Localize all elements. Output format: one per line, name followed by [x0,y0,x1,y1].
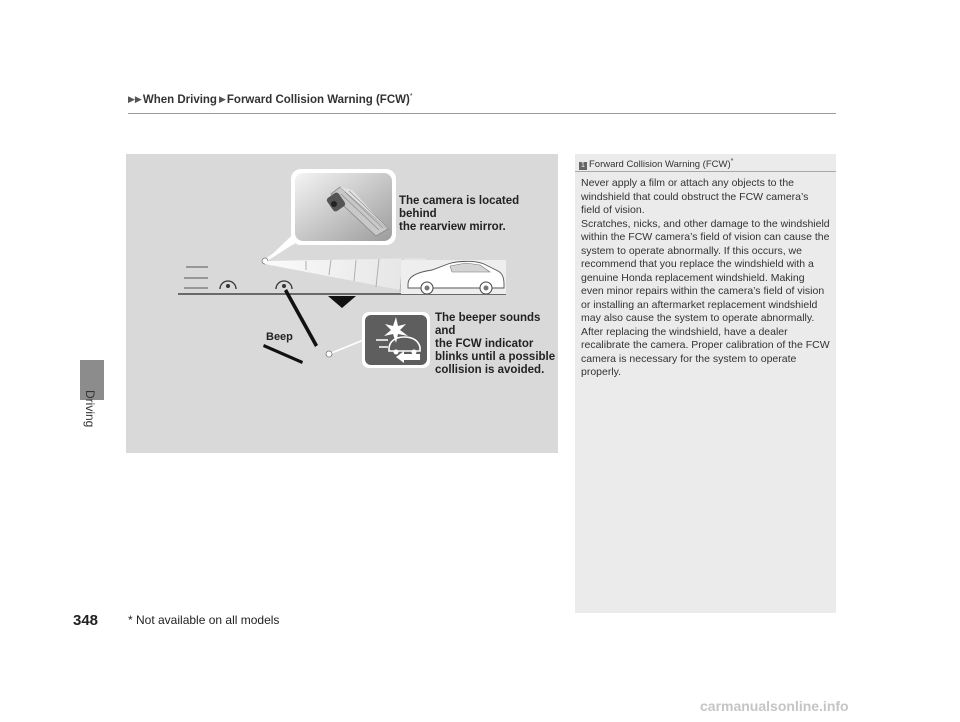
beeper-callout-line: collision is avoided. [435,364,545,376]
camera-callout-line: the rearview mirror. [399,221,506,233]
sidebar-note-line: properly. [581,366,622,378]
sidebar-note-line: camera is necessary for the system to operate [581,352,797,365]
asterisk-mark: * [409,93,413,100]
camera-callout [399,195,559,234]
section-tab [85,390,109,440]
indicator-leader [329,339,366,354]
arrow-down-icon [328,296,356,308]
breadcrumb-item-when-driving[interactable]: When Driving [142,93,217,106]
sidebar-note-line: may also cause the system to operate abnormally. [581,312,815,324]
fcw-indicator-icon [362,312,430,368]
beep-sound-icon [263,289,318,364]
sidebar-note-line: even minor repairs within the camera’s field of vision [581,285,825,297]
sidebar-note-line: within the FCW camera’s field of vision can cause the [581,231,830,243]
footnote: * Not available on all models [128,613,280,627]
sidebar-note-title-text: Forward Collision Warning (FCW) [589,159,731,171]
sidebar-note-line: windshield that could obstruct the FCW camera’s [581,190,809,203]
beeper-callout-line: The beeper sounds and [435,312,541,337]
beep-label: Beep [266,331,293,343]
sidebar-note-line: recalibrate the camera. Proper calibration of the FCW [581,339,830,351]
sidebar-note-body [581,177,831,380]
header-divider [128,113,836,114]
beeper-callout-line: the FCW indicator [435,338,534,350]
breadcrumb-arrow-icon: ▶▶ [128,93,142,104]
sidebar-note-line: genuine Honda replacement windshield. Making [581,271,805,284]
vehicle-ahead [401,260,506,294]
sidebar-note-divider [575,171,836,172]
sidebar-note-line: or installing an aftermarket replacement windshield [581,298,818,311]
sidebar-note-line: field of vision. [581,204,645,216]
sidebar-note-line: Scratches, nicks, and other damage to the windshield [581,217,830,230]
reference-number-icon: 1 [579,162,587,170]
page-number: 348 [73,612,99,629]
camera-zoom-callout [266,169,396,260]
sidebar-note-line: recommend that you replace the windshield with a [581,258,814,270]
breadcrumb [128,93,413,106]
camera-callout-line: The camera is located behind [399,195,520,220]
watermark: carmanualsonline.info [700,698,849,714]
sidebar-note-line: system to operate abnormally. If this occurs, we [581,244,802,257]
breadcrumb-item-fcw[interactable]: Forward Collision Warning (FCW) [226,93,410,106]
beeper-callout-line: blinks until a possible [435,351,556,363]
asterisk-mark: * [730,158,734,165]
breadcrumb-arrow-icon: ▶ [218,93,226,104]
sidebar-note-line: After replacing the windshield, have a dealer [581,325,788,338]
beeper-callout [435,312,560,377]
own-vehicle-wheels [220,281,292,289]
sidebar-note-line: Never apply a film or attach any objects to the [581,177,795,189]
sidebar-note-title [579,158,733,170]
indicator-position-marker [326,351,332,357]
section-tab-label: Driving [83,390,97,428]
motion-lines [184,267,208,288]
